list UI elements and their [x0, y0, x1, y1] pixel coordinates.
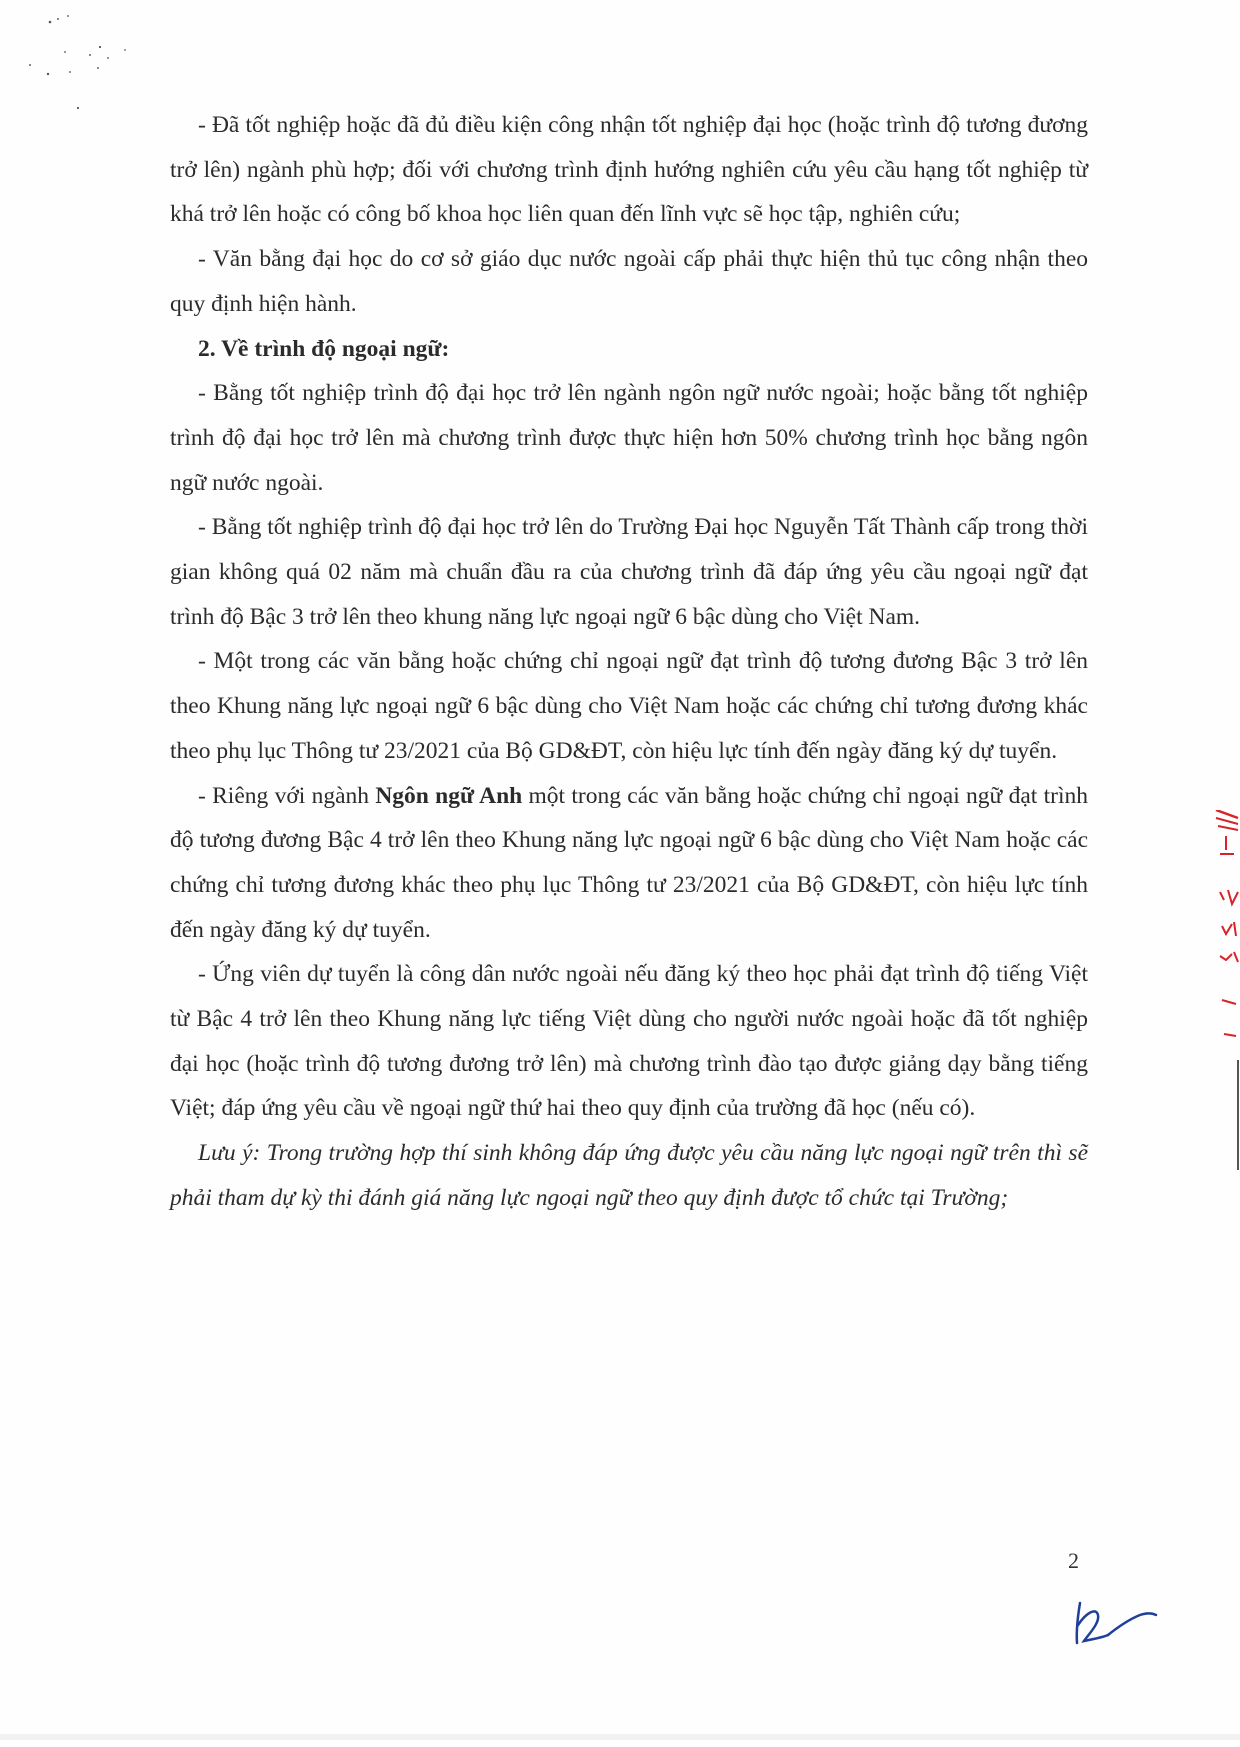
- scan-bottom-edge: [0, 1734, 1240, 1740]
- scan-speckles: [20, 10, 150, 130]
- handwritten-initials: [1068, 1595, 1158, 1655]
- english-major-rest: một trong các văn bằng hoặc chứng chỉ ngoại ngữ đạt trình độ tương đương Bậc 4 trở lên theo Khung năng lực ngoại ngữ 6 bậc dùng cho Việt Nam hoặc các chứng chỉ tương đương khác theo phụ lục Thông tư 23/2021 của Bộ GD&ĐT, còn hiệu lực tính đến ngày đăng ký dự tuyển.: [170, 782, 1088, 943]
- paragraph-foreign-applicant: - Ứng viên dự tuyển là công dân nước ngoài nếu đăng ký theo học phải đạt trình độ tiếng Việt từ Bậc 4 trở lên theo Khung năng lực tiếng Việt dùng cho người nước ngoài hoặc đã tốt nghiệp đại học (hoặc trình độ tương đương trở lên) mà chương trình đào tạo được giảng dạy bằng tiếng Việt; đáp ứng yêu cầu về ngoại ngữ thứ hai theo quy định của trường đã học (nếu có).: [170, 961, 1088, 1122]
- red-stamp-edge: [1212, 810, 1240, 1190]
- english-major-name: Ngôn ngữ Anh: [375, 782, 523, 809]
- document-body: [170, 103, 1088, 1221]
- english-major-lead: - Riêng với ngành: [198, 782, 376, 809]
- paragraph-graduation-requirement: - Đã tốt nghiệp hoặc đã đủ điều kiện công nhận tốt nghiệp đại học (hoặc trình độ tương đương trở lên) ngành phù hợp; đối với chương trình định hướng nghiên cứu yêu cầu hạng tốt nghiệp từ khá trở lên hoặc có công bố khoa học liên quan đến lĩnh vực sẽ học tập, nghiên cứu;: [170, 112, 1088, 228]
- paragraph-english-major: [170, 774, 1088, 953]
- paragraph-certificate-level-3: - Một trong các văn bằng hoặc chứng chỉ ngoại ngữ đạt trình độ tương đương Bậc 3 trở lên theo Khung năng lực ngoại ngữ 6 bậc dùng cho Việt Nam hoặc các chứng chỉ tương đương khác theo phụ lục Thông tư 23/2021 của Bộ GD&ĐT, còn hiệu lực tính đến ngày đăng ký dự tuyển.: [170, 648, 1088, 764]
- paragraph-ntt-degree: - Bằng tốt nghiệp trình độ đại học trở lên do Trường Đại học Nguyễn Tất Thành cấp trong thời gian không quá 02 năm mà chuẩn đầu ra của chương trình đã đáp ứng yêu cầu ngoại ngữ đạt trình độ Bậc 3 trở lên theo khung năng lực ngoại ngữ 6 bậc dùng cho Việt Nam.: [170, 514, 1088, 630]
- page-number: 2: [1068, 1548, 1079, 1573]
- note-paragraph: Lưu ý: Trong trường hợp thí sinh không đáp ứng được yêu cầu năng lực ngoại ngữ trên thì sẽ phải tham dự kỳ thi đánh giá năng lực ngoại ngữ theo quy định được tổ chức tại Trường;: [170, 1140, 1088, 1211]
- paragraph-foreign-degree: - Văn bằng đại học do cơ sở giáo dục nước ngoài cấp phải thực hiện thủ tục công nhận theo quy định hiện hành.: [170, 246, 1088, 317]
- section-heading-foreign-language: 2. Về trình độ ngoại ngữ:: [198, 335, 450, 362]
- paragraph-foreign-language-degree: - Bằng tốt nghiệp trình độ đại học trở lên ngành ngôn ngữ nước ngoài; hoặc bằng tốt nghiệp trình độ đại học trở lên mà chương trình được thực hiện hơn 50% chương trình học bằng ngôn ngữ nước ngoài.: [170, 380, 1088, 496]
